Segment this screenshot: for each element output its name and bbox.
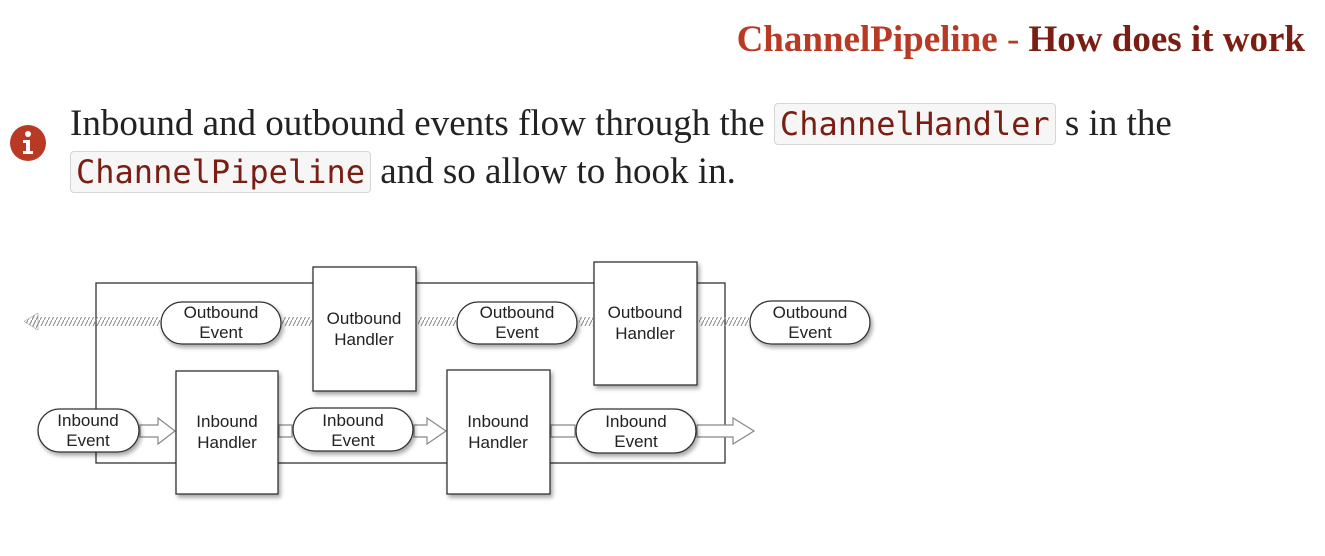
- svg-text:Event: Event: [66, 431, 110, 450]
- svg-text:Handler: Handler: [468, 433, 528, 452]
- pipeline-diagram: [0, 250, 900, 510]
- svg-text:Handler: Handler: [197, 433, 257, 452]
- outbound-event-3: [750, 301, 870, 344]
- svg-text:Event: Event: [495, 323, 539, 342]
- svg-text:Outbound: Outbound: [326, 309, 402, 328]
- note-text-before: Inbound and outbound events flow through the: [70, 103, 774, 144]
- svg-text:Inbound: Inbound: [57, 411, 119, 430]
- svg-text:Handler: Handler: [334, 330, 394, 349]
- svg-text:Inbound: Inbound: [196, 412, 258, 431]
- inbound-event-1: [38, 409, 139, 452]
- note-text-middle: s in the: [1055, 103, 1172, 144]
- inbound-handler-1: [176, 371, 278, 494]
- svg-text:Event: Event: [331, 431, 375, 450]
- svg-text:Event: Event: [614, 432, 658, 451]
- note-text-after: and so allow to hook in.: [370, 151, 736, 192]
- title-channelpipeline: ChannelPipeline: [736, 19, 998, 60]
- svg-text:Outbound: Outbound: [772, 303, 848, 322]
- inbound-event-2: [293, 408, 413, 451]
- svg-text:Event: Event: [199, 323, 243, 342]
- code-channelhandler: ChannelHandler: [774, 103, 1056, 145]
- svg-text:Outbound: Outbound: [183, 303, 259, 322]
- title-how-it-works: How does it work: [1028, 19, 1305, 60]
- svg-text:Inbound: Inbound: [322, 411, 384, 430]
- inbound-event-3: [576, 409, 696, 453]
- admonition-text: [70, 100, 1315, 196]
- svg-text:Event: Event: [788, 323, 832, 342]
- svg-text:Inbound: Inbound: [467, 412, 529, 431]
- outbound-handler-2: [594, 262, 697, 385]
- page-title: [737, 18, 1305, 61]
- inbound-handler-2: [447, 370, 550, 494]
- title-separator: -: [1006, 19, 1020, 60]
- outbound-event-1: [161, 302, 281, 344]
- svg-text:Inbound: Inbound: [605, 412, 667, 431]
- svg-text:Outbound: Outbound: [479, 303, 555, 322]
- outbound-handler-1: [313, 267, 416, 391]
- code-channelpipeline: ChannelPipeline: [70, 151, 371, 193]
- svg-text:Outbound: Outbound: [607, 303, 683, 322]
- info-icon: [9, 124, 47, 162]
- svg-text:Handler: Handler: [615, 324, 675, 343]
- outbound-event-2: [457, 302, 577, 344]
